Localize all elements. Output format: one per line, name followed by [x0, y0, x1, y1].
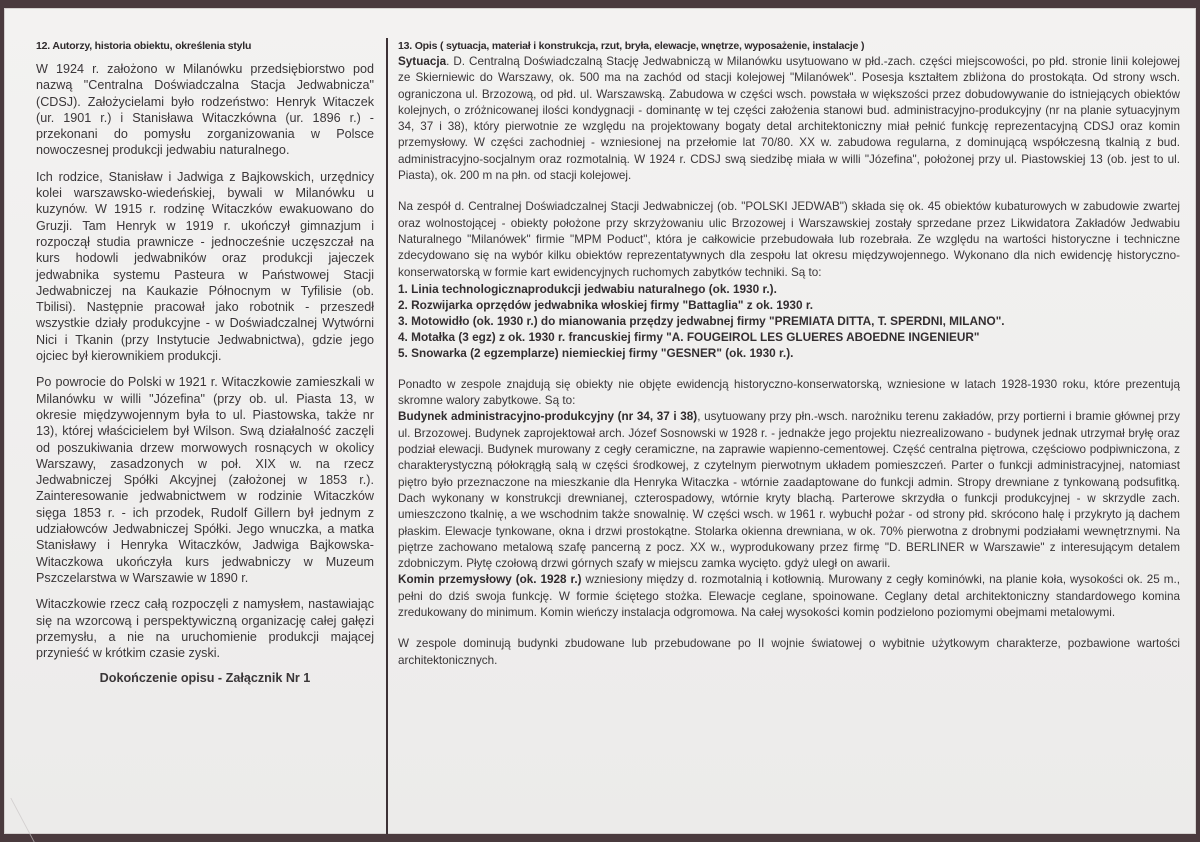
section-12-heading: 12. Autorzy, historia obiektu, określenia stylu [36, 40, 252, 52]
continuation-note: Dokończenie opisu - Załącznik Nr 1 [99, 671, 311, 686]
section-13-heading: 13. Opis ( sytuacja, materiał i konstrukcja, rzut, bryła, elewacje, wnętrze, wyposażenie, instalacje ) [398, 40, 865, 52]
history-paragraph: Witaczkowie rzecz całą rozpoczęli z namysłem, nastawiając się na wzorcową i perspektywiczną organizację całej gałęzi przemysłu, a nie na uruchomienie produkcji mającej przynieść w krótkim czasie zyski. [36, 597, 374, 661]
other-objects-intro: Ponadto w zespole znajdują się obiekty nie objęte ewidencją historyczno-konserwatorską, wzniesione w latach 1928-1930 roku, które prezentują skromne walory zabytkowe. Są to: [398, 377, 1180, 408]
chimney-lead: Komin przemysłowy (ok. 1928 r.) [398, 573, 582, 587]
situation-text: . D. Centralną Doświadczalną Stację Jedwabniczą w Milanówku usytuowano w płd.-zach. części miejscowości, po płd. stronie linii kolejowej ze Skierniewic do Warszawy, ok. 500 ma na zachód od stacji kolejowej "Milanówek". Posesja kształtem zbliżona do prostokąta. Od strony wsch. ograniczona ul. Brzozową, od płd. ul. Warszawską. Zabudowa w części wsch. powstała w większości przez dobudowywanie do istniejących obiektów kolejnych, o zróżnicowanej ilości kondygnacji - dominantę w tej części założenia stanowi bud. administracyjno-produkcyjny (nr na planie sytuacyjnym 34, 37 i 38), który pierwotnie ze względu na projektowany bogaty detal architektoniczny miał pełnić funkcję reprezentacyjną CDSJ oraz komin przemysłowy. W części zachodniej - wzniesionej na przełomie lat 70/80. XX w. zabudowa regularna, z dominującą współczesną tkalnią z bud. administracyjno-socjalnym oraz rozmotalnią. W 1924 r. CDSJ swą siedzibę miała w willi "Józefina", położonej przy ul. Piastowskiej 13 (ob. jest to ul. Piasta), ok. 200 m na płn. od stacji kolejowej. [398, 55, 1180, 183]
complex-paragraph: Na zespół d. Centralnej Doświadczalnej Stacji Jedwabniczej (ob. "POLSKI JEDWAB") składa się ok. 45 obiektów kubaturowych w zabudowie zwartej oraz wolnostojącej - obiekty położone przy skrzyżowaniu ulic Brzozowej i Warszawskiej zostały sprzedane przez Likwidatora Zakładów Jedwabiu Naturalnego "Milanówek" firmie "MPM Poduct", która je całkowicie przebudowała lub rozebrała. Ze względu na wartości historyczne i techniczne zdecydowano się na wybór kilku obiektów reprezentatywnych dla zespołu lat okresu międzywojennego. Wykonano dla nich ewidencję historyczno-konserwatorską w formie kart ewidencyjnych ruchomych zabytków techniki. Są to: [398, 200, 1180, 279]
column-divider [386, 38, 388, 834]
section-12-authors-history [36, 40, 374, 685]
technical-monuments-list [398, 281, 1180, 361]
paper-crease [10, 798, 64, 842]
chimney-text: wzniesiony między d. rozmotalnią i kotłownią. Murowany z cegły kominówki, na planie koła, wysokości ok. 25 m., pełni do dziś swoja funkcję. W formie ściętego stożka. Elewacje ceglane, spoinowane. Ceglany detal architektoniczny standardowego komina zredukowany do minimum. Komin wieńczy instalacja odgromowa. Na całej wysokości komin podzielono poziomymi obejmami metalowymi. [398, 573, 1180, 620]
list-item: 3. Motowidło (ok. 1930 r.) do mianowania przędzy jedwabnej firmy "PREMIATA DITTA, T. SPERDNI, MILANO". [398, 313, 1005, 328]
list-item: 5. Snowarka (2 egzemplarze) niemieckiej firmy "GESNER" (ok. 1930 r.). [398, 345, 794, 360]
list-item: 4. Motałka (3 egz) z ok. 1930 r. francuskiej firmy "A. FOUGEIROL LES GLUERES ABOEDNE INGENIEUR" [398, 329, 980, 344]
building-text: , usytuowany przy płn.-wsch. narożniku terenu zakładów, przy portierni i bramie głównej przy ul. Brzozowej. Budynek zaprojektował arch. Józef Sosnowski w 1928 r. - jednakże jego projektu niezrealizowano - budynek jednak utrzymał bryłę oraz podział elewacji. Budynek murowany z cegły ceramiczne, na zaprawie wapienno-cementowej. Część centralna piętrowa, częściowo podpiwniczona, z charakterystyczną półokrągłą salą w części środkowej, z czytelnym pierwotnym układem pomieszczeń. Parter o funkcji administracyjnej, natomiast piętro było przeznaczone na mieszkanie dla Henryka Witaczka - wtórnie zaadaptowane do funkcji admin. Stropy drewniane z tynkowaną podsufitką. Dach wykonany w konstrukcji drewnianej, czterospadowy, wtórnie kryty blachą. Parterowe skrzydła o funkcji produkcyjnej - w skrzydle zach. umieszczono tkalnię, a we wschodnim także snowalnię. W części wsch. w 1961 r. wybuchł pożar - od strony płd. skrócono halę i przykryto ją dachem płaskim. Elewacje tynkowane, okna i drzwi prostokątne. Stolarka okienna drewniana, w ok. 70% pierwotna z drobnymi podziałami wewnętrznymi. Na piętrze zachowano metalową szafę pancerną z pocz. XX w., wyprodukowany przez firmę "D. BERLINER w Warszawie" z interesującym detalem zdobniczym. Płytę czołową drzwi górnych szafy w miejscu zamka wycięto. gdyż uległ on awarii. [398, 410, 1180, 571]
situation-lead: Sytuacja [398, 55, 447, 68]
other-objects-paragraph [398, 377, 1180, 621]
list-item: 2. Rozwijarka oprzędów jedwabnika włoskiej firmy "Battaglia" z ok. 1930 r. [398, 297, 814, 312]
section-13-description [398, 40, 1180, 684]
list-item: 1. Linia technologicznaprodukcji jedwabiu naturalnego (ok. 1930 r.). [398, 281, 777, 296]
history-paragraph: Ich rodzice, Stanisław i Jadwiga z Bajkowskich, urzędnicy kolei warszawsko-wiedeńskiej, bywali w Milanówku u kuzynów. W 1915 r. rodzinę Witaczków ewakuowano do Gruzji. Tam Henryk w 1919 r. ukończył gimnazjum i rozpoczął studia prawnicze - jednocześnie uczęszczał na kurs hodowli jedwabników oraz produkcji jajeczek jedwabnika systemu Pasteura w Państwowej Stacji Jedwabniczej na Kaukazie Północnym w Tyfilisie (ob. Tbilisi). Następnie pracował jako robotnik - przeszedł wszystkie działy produkcyjne - w Doświadczalnej Wytwórni Nici i Tkanin (przy Instytucie Jedwabnictwa), gdzie jego ojciec był kierownikiem produkcji. [36, 169, 374, 364]
history-paragraph: W 1924 r. założono w Milanówku przedsiębiorstwo pod nazwą "Centralna Doświadczalna Stacja Jedwabnicza" (CDSJ). Założycielami było rodzeństwo: Henryk Witaczek (ur. 1901 r.) i Stanisława Witaczkówna (ur. 1896 r.) - przekonani do pomysłu zorganizowania w Polsce nowoczesnej produkcji jedwabiu naturalnego. [36, 62, 374, 158]
building-lead: Budynek administracyjno-produkcyjny (nr 34, 37 i 38) [398, 410, 698, 424]
situation-paragraph [398, 54, 1180, 184]
closing-paragraph: W zespole dominują budynki zbudowane lub przebudowane po II wojnie światowej o wybitnie użytkowym charakterze, pozbawione wartości architektonicznych. [398, 637, 1180, 667]
history-paragraph: Po powrocie do Polski w 1921 r. Witaczkowie zamieszkali w Milanówku w willi "Józefina" (przy ob. ul. Piasta 13, w okresie międzywojennym była to ul. Piastowska, także nr 13), której właścicielem był Wilson. Swą działalność zaczęli od poszukiwania drzew morwowych rosnących w okolicy Warszawy, zasadzonych w poł. XIX w. na rzecz Jedwabniczej Spółki Akcyjnej (założonej w 1853 r.). Zainteresowanie jedwabnictwem w rodzinie Witaczków sięga 1853 r. - ich przodek, Rudolf Gillern był jednym z udziałowców Jedwabniczej Spółki. Jego wnuczka, a matka Stanisławy i Henryka Witaczków, Jadwiga Bajkowska-Witaczkowa ukończyła kurs jedwabniczy w Muzeum Pszczelarstwa w Warszawie w 1890 r. [36, 375, 374, 585]
